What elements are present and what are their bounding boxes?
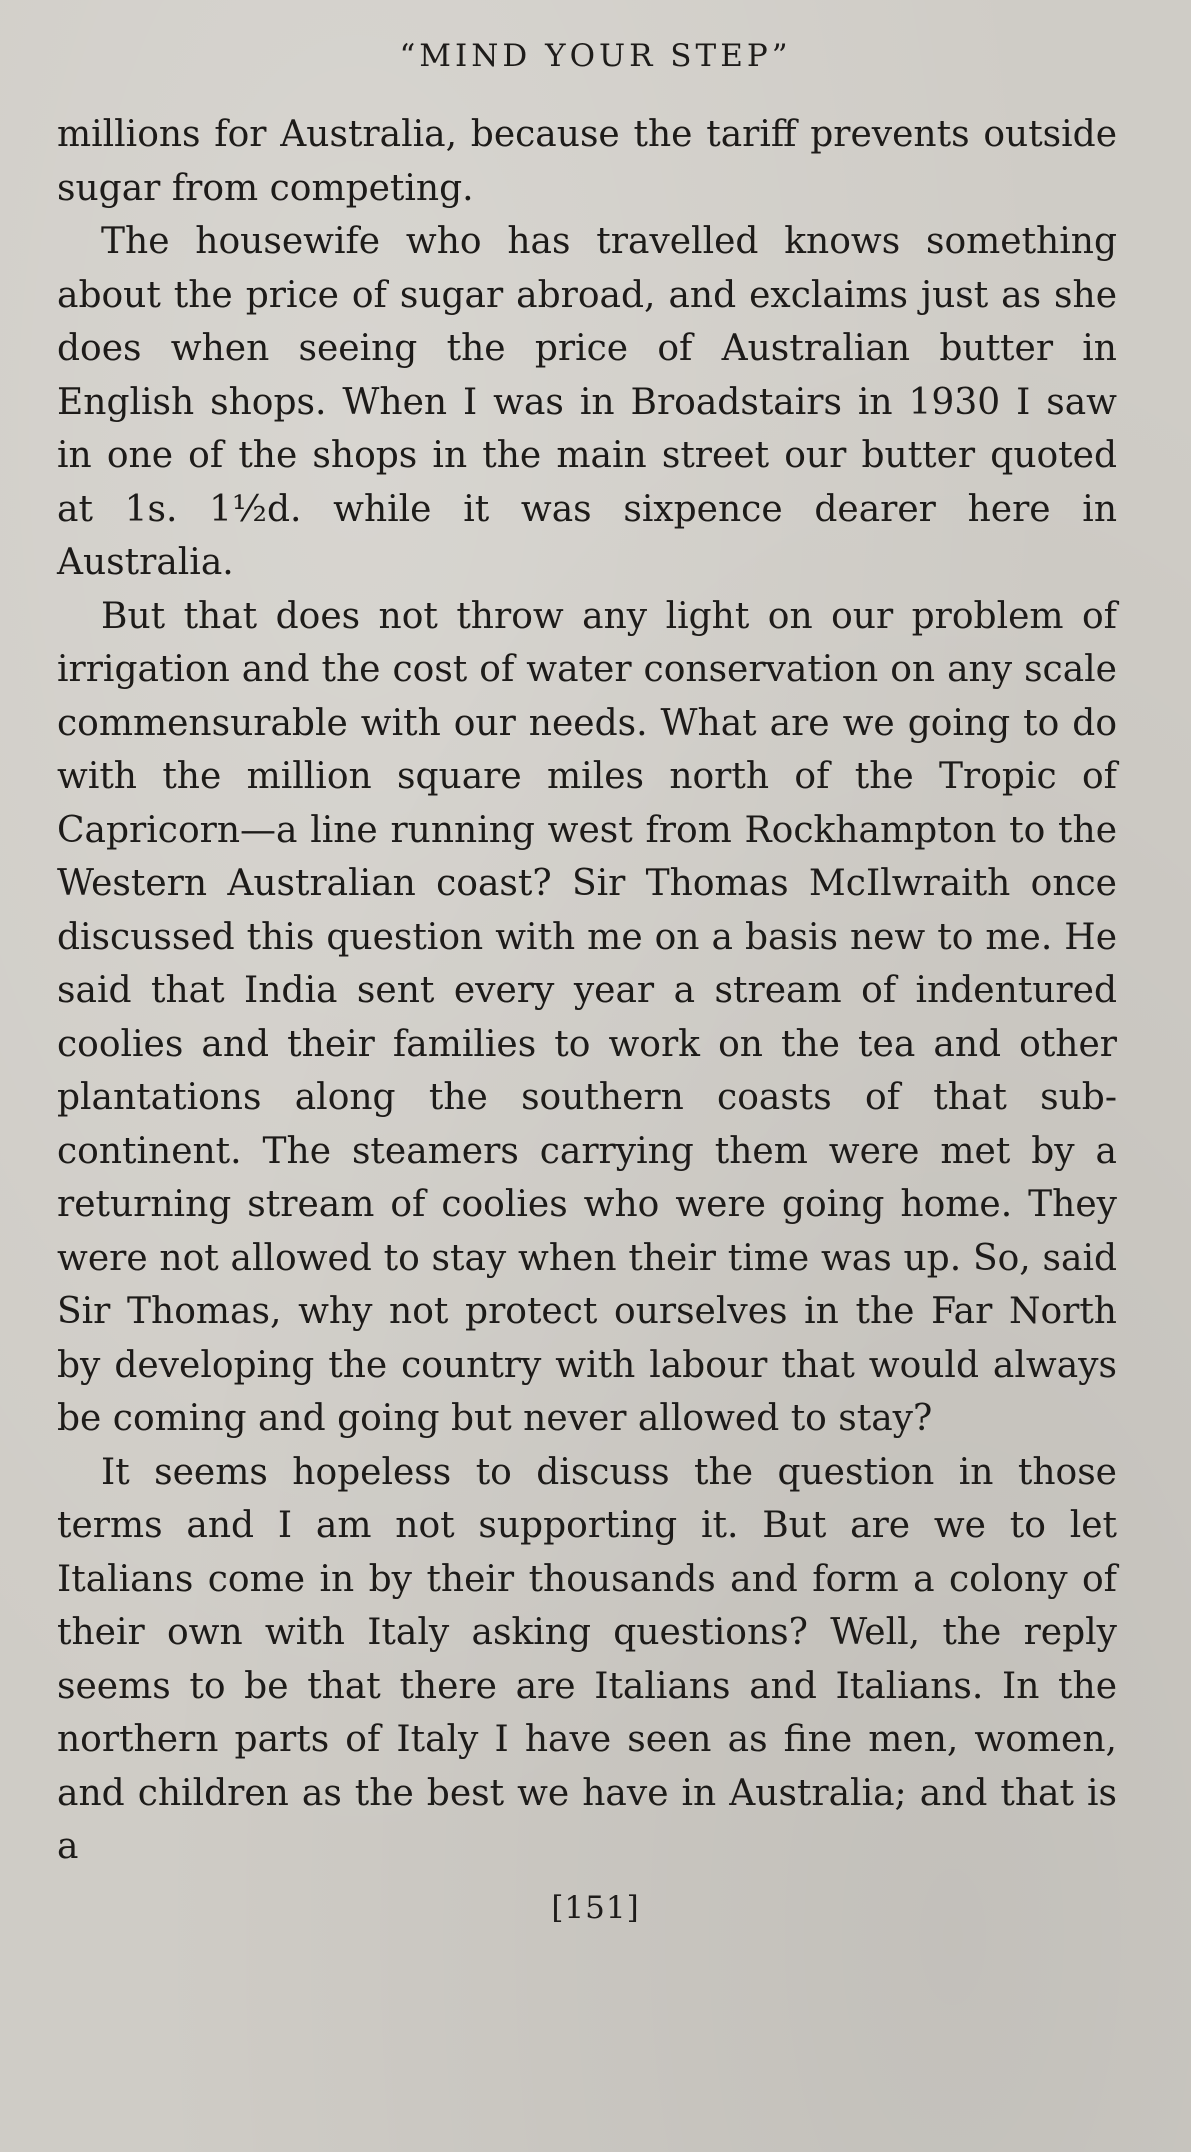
paragraph-irrigation: But that does not throw any light on our problem of irrigation and the cost of water conservation on any scale commensurable with our needs. What are we going to do with the million square miles north of the Tropic of Capricorn—a line running west from Rockhampton to the Western Australian coast? Sir Thomas McIlwraith once discussed this question with me on a basis new to me. He said that India sent every year a stream of indentured coolies and their families to work on the tea and other plantations along the southern coasts of that sub-continent. The steamers carrying them were met by a returning stream of coolies who were going home. They were not allowed to stay when their time was up. So, said Sir Thomas, why not protect ourselves in the Far North by developing the country with labour that would always be coming and going but never allowed to stay?: [57, 595, 1117, 1439]
paragraph-housewife: The housewife who has travelled knows something about the price of sugar abroad, and exclaims just as she does when seeing the price of Australian butter in English shops. When I was in Broadstairs in 1930 I saw in one of the shops in the main street our butter quoted at 1s. 1½d. while it was sixpence dearer here in Australia.: [57, 221, 1117, 583]
body-text: [57, 108, 1117, 1874]
running-head: “MIND YOUR STEP”: [399, 38, 792, 74]
page-number: [151]: [551, 1890, 640, 1926]
paragraph-italians: It seems hopeless to discuss the question in those terms and I am not supporting it. But are we to let Italians come in by their thousands and form a colony of their own with Italy asking questions? Well, the reply seems to be that there are Italians and Italians. In the northern parts of Italy I have seen as fine men, women, and children as the best we have in Australia; and that is a: [57, 1451, 1117, 1867]
paragraph-continuation: millions for Australia, because the tariff prevents outside sugar from competing.: [57, 114, 1117, 209]
